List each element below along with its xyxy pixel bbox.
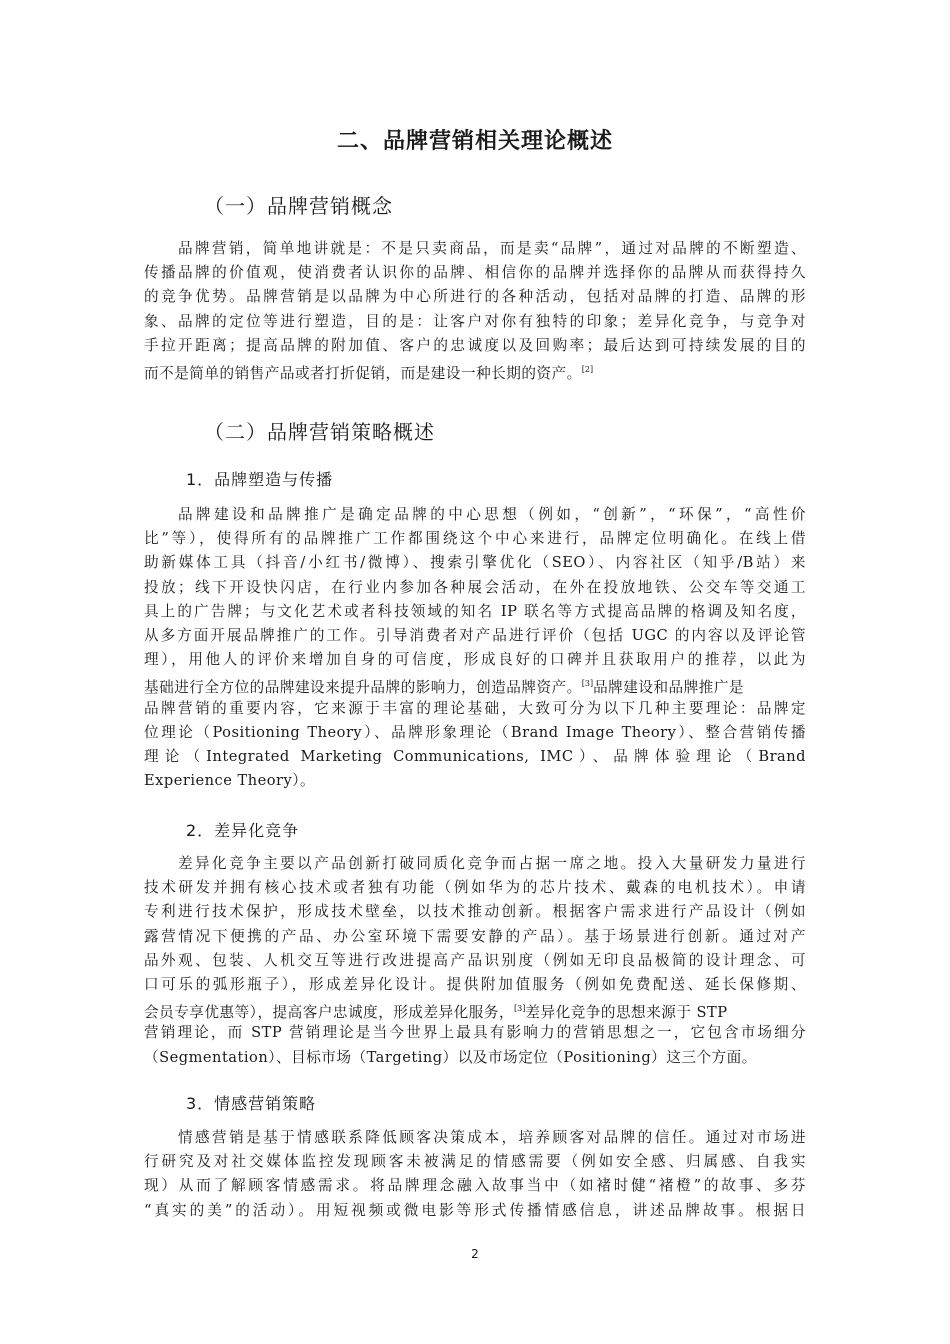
text-line: 品牌营销，简单地讲就是：不是只卖商品，而是卖“品牌”，通过对品牌的不断塑造、 (178, 240, 806, 257)
text-line: Experience Theory）。 (144, 772, 316, 790)
text-line: 技术研发并拥有核心技术或者独有功能（例如华为的芯片技术、戴森的电机技术）。申请 (144, 879, 806, 897)
text-fragment: 品牌建设和品牌推广是 (593, 679, 745, 697)
text-line: 口可乐的弧形瓶子），形成差异化设计。提供附加值服务（例如免费配送、延长保修期、 (144, 975, 806, 993)
text-line: （Segmentation）、目标市场（Targeting）以及市场定位（Positioning）这三个方面。 (144, 1048, 757, 1066)
text-line: 的竞争优势。品牌营销是以品牌为中心所进行的各种活动，包括对品牌的打造、品牌的形 (144, 288, 806, 306)
text-line: 情感营销是基于情感联系降低顾客决策成本，培养顾客对品牌的信任。通过对市场进 (178, 1129, 806, 1146)
text-fragment: 差异化竞争的思想来源于 STP (525, 1004, 728, 1022)
text-fragment: 会员专享优惠等），提高客户忠诚度，形成差异化服务， (144, 1004, 515, 1022)
subsection-heading-brand-building: 1．品牌塑造与传播 (186, 470, 334, 489)
text-line: 理论（Integrated Marketing Communications, IMC）、品牌体验理论（Brand (144, 747, 806, 765)
text-line: 现）从而了解顾客情感需求。将品牌理念融入故事当中（如褚时健“褚橙”的故事、多芬 (144, 1177, 806, 1195)
text-line: 专利进行技术保护，形成技术壁垒，以技术推动创新。根据客户需求进行产品设计（例如 (144, 903, 806, 921)
text-line (144, 997, 806, 1021)
text-line: 比”等），使得所有的品牌推广工作都围绕这个中心来进行，品牌定位明确化。在线上借 (144, 530, 806, 548)
text-line: 手拉开距离；提高品牌的附加值、客户的忠诚度以及回购率；最后达到可持续发展的目的 (144, 336, 806, 354)
text-line: 从多方面开展品牌推广的工作。引导消费者对产品进行评价（包括 UGC 的内容以及评论管 (144, 626, 806, 644)
paragraph-emotional (144, 1126, 806, 1223)
text-line: 营销理论，而 STP 营销理论是当今世界上最具有影响力的营销思想之一，它包含市场细分 (144, 1024, 806, 1042)
citation-ref: [3] (581, 679, 594, 689)
text-line: 位理论（Positioning Theory）、品牌形象理论（Brand Image Theory）、整合营销传播 (144, 723, 806, 741)
text-line: 助新媒体工具（抖音/小红书/微博）、搜索引擎优化（SEO）、内容社区（知乎/B站）来 (144, 554, 806, 572)
text-line (144, 672, 806, 696)
text-line: 品牌建设和品牌推广是确定品牌的中心思想（例如，“创新”，“环保”，“高性价 (178, 506, 806, 523)
paragraph-concept (144, 237, 806, 382)
citation-ref: [3] (514, 1004, 526, 1014)
text-line: 传播品牌的价值观，使消费者认识你的品牌、相信你的品牌并选择你的品牌从而获得持久 (144, 264, 806, 282)
section-heading-concept: （一）品牌营销概念 (204, 194, 393, 218)
text-line: 具上的广告牌；与文化艺术或者科技领域的知名 IP 联名等方式提高品牌的格调及知名度， (144, 602, 806, 620)
subsection-heading-emotional: 3．情感营销策略 (186, 1094, 317, 1113)
text-fragment: 而不是简单的销售产品或者打折促销，而是建设一种长期的资产。 (144, 364, 582, 382)
page-number: 2 (471, 1247, 479, 1261)
section-heading-strategy: （二）品牌营销策略概述 (204, 420, 435, 444)
text-line: 投放；线下开设快闪店，在行业内参加各种展会活动，在外在投放地铁、公交车等交通工 (144, 578, 806, 596)
text-line: 象、品牌的定位等进行塑造，目的是：让客户对你有独特的印象；差异化竞争，与竞争对 (144, 312, 806, 330)
text-line: 理），用他人的评价来增加自身的可信度，形成良好的口碑并且获取用户的推荐，以此为 (144, 651, 806, 669)
text-line: 差异化竞争主要以产品创新打破同质化竞争而占据一席之地。投入大量研发力量进行 (178, 855, 806, 872)
chapter-title: 二、品牌营销相关理论概述 (336, 129, 613, 154)
text-line (144, 358, 806, 382)
paragraph-brand-building (144, 503, 806, 793)
citation-ref: [2] (581, 364, 594, 374)
text-line: 品外观、包装、人机交互等进行改进提高产品识别度（例如无印良品极简的设计理念、可 (144, 951, 806, 969)
paragraph-differentiation (144, 852, 806, 1070)
text-line: 露营情况下便携的产品、办公室环境下需要安静的产品）。基于场景进行创新。通过对产 (144, 927, 806, 945)
text-line: 行研究及对社交媒体监控发现顾客未被满足的情感需要（例如安全感、归属感、自我实 (144, 1153, 806, 1171)
text-line: 品牌营销的重要内容，它来源于丰富的理论基础，大致可分为以下几种主要理论：品牌定 (144, 699, 806, 717)
subsection-heading-differentiation: 2．差异化竞争 (186, 821, 300, 840)
text-line: “真实的美”的活动）。用短视频或微电影等形式传播情感信息，讲述品牌故事。根据日 (144, 1201, 806, 1219)
text-fragment: 基础进行全方位的品牌建设来提升品牌的影响力，创造品牌资产。 (144, 679, 582, 697)
